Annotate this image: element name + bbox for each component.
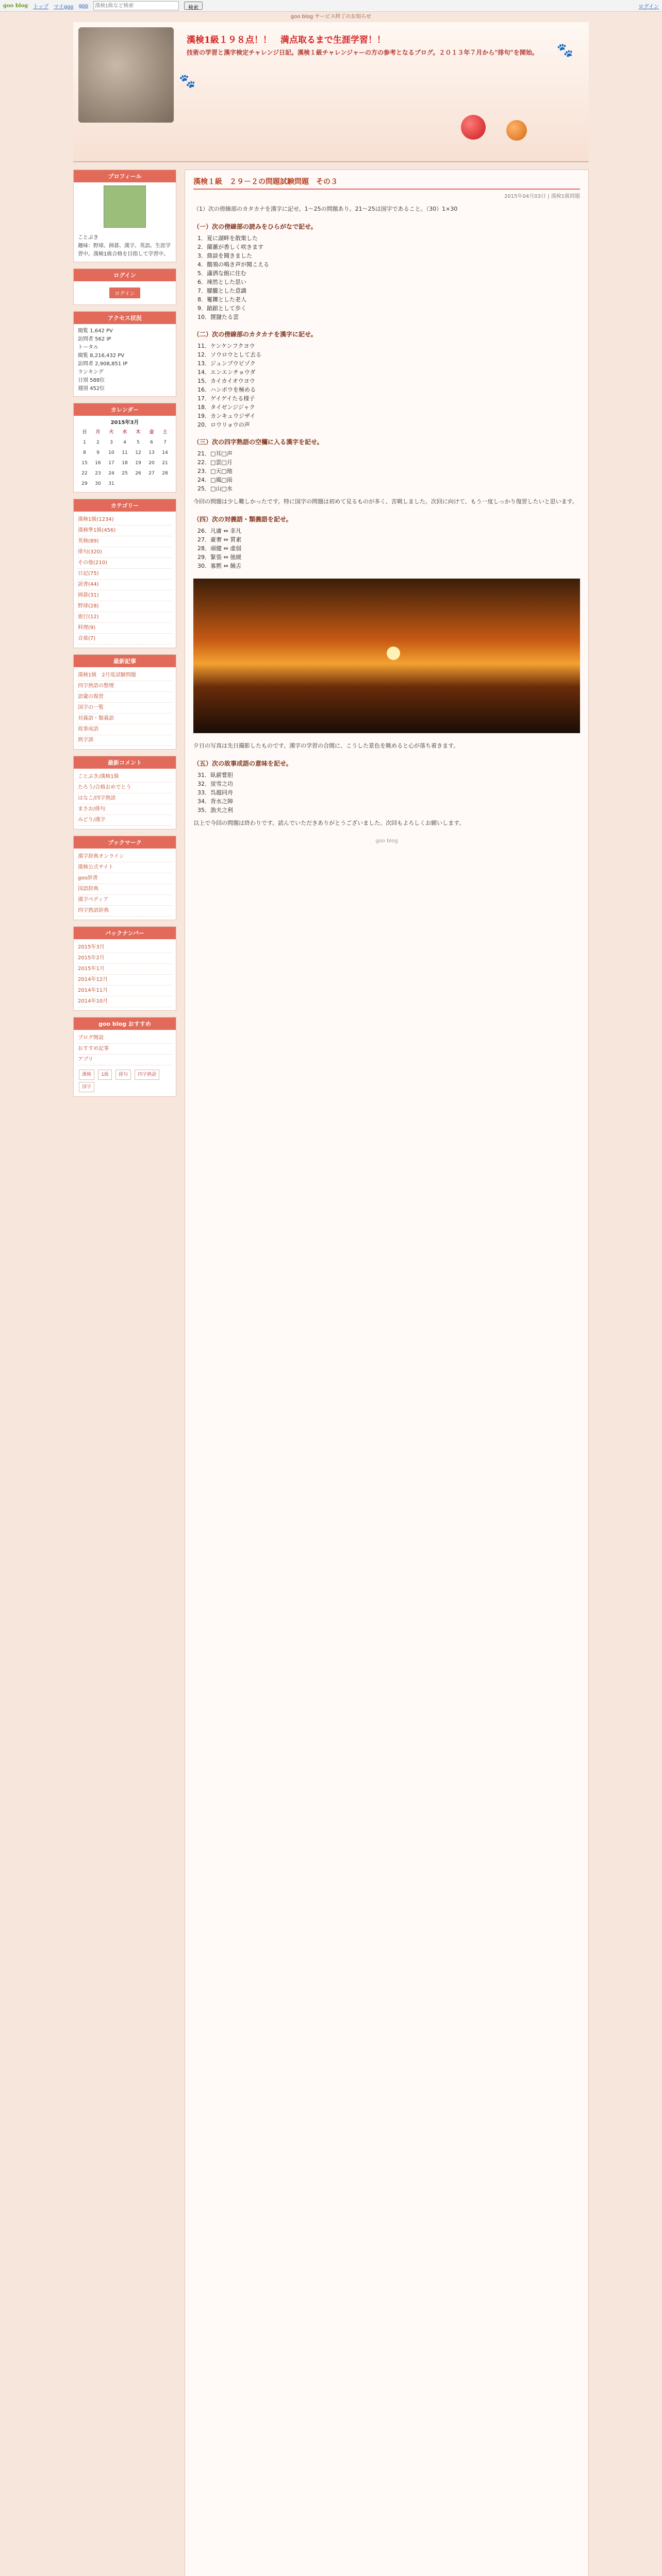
calendar-day[interactable]: 11	[122, 450, 128, 455]
calendar-day[interactable]: 13	[148, 450, 155, 455]
recent-box	[73, 654, 176, 750]
calendar-day[interactable]: 17	[108, 461, 114, 466]
question-item: 7．朦朧とした意識	[197, 287, 246, 294]
backnumber-item[interactable]: 2015年1月	[78, 964, 172, 975]
paw-icon: 🐾	[556, 43, 573, 58]
category-item[interactable]: 読書(44)	[78, 580, 172, 590]
cats-image	[78, 27, 174, 123]
access-row: 週別 452位	[78, 386, 105, 392]
group-title: （三）次の四字熟語の空欄に入る漢字を記せ。	[193, 438, 323, 446]
category-item[interactable]: その他(210)	[78, 558, 172, 569]
bookmarks-heading: ブックマーク	[74, 836, 176, 849]
question-item: 5．瀟洒な館に住む	[197, 270, 246, 277]
access-row: 閲覧 1,642 PV	[78, 328, 113, 334]
question-item: 8．矍鑠とした老人	[197, 296, 246, 303]
tag[interactable]: 漢検	[79, 1070, 94, 1080]
entry-meta: 2015年04月03日 | 漢検1級問題	[504, 194, 580, 199]
question-item: 2．蘭蕙が香しく咲きます	[197, 244, 263, 250]
profile-text: 趣味：野球、囲碁、漢字、英語。生涯学習中。漢検1級合格を目指して学習中。	[78, 243, 171, 257]
calendar-day[interactable]: 24	[108, 471, 114, 476]
top-link-1[interactable]: トップ	[33, 4, 48, 10]
comments-box	[73, 756, 176, 829]
backnumber-item[interactable]: 2014年10月	[78, 996, 172, 1007]
entry-content	[185, 170, 589, 2576]
weekday: 日	[82, 430, 87, 435]
login-heading: ログイン	[74, 269, 176, 281]
question-item: 28．頑健 ⇔ 虚弱	[197, 545, 242, 552]
question-item: 14．エンエンチョウダ	[197, 369, 256, 376]
question-item: 26．凡庸 ⇔ 非凡	[197, 528, 242, 534]
question-item: 21．□耳□声	[197, 450, 233, 457]
calendar-day[interactable]: 8	[83, 450, 86, 455]
category-item[interactable]: 排句(320)	[78, 547, 172, 558]
calendar-day[interactable]: 14	[162, 450, 168, 455]
category-item[interactable]: 音楽(7)	[78, 634, 172, 645]
calendar-day[interactable]: 3	[110, 440, 113, 445]
goo-blog-item[interactable]: アプリ	[78, 1055, 172, 1065]
top-navigation-bar	[0, 0, 662, 12]
weekday: 月	[95, 430, 101, 435]
bookmark-item[interactable]: 漢字辞典オンライン	[78, 852, 172, 862]
question-item: 15．カイカイオウヨウ	[197, 378, 255, 384]
footer: goo blog	[375, 838, 398, 844]
question-item: 34．背水之陣	[197, 798, 233, 805]
calendar-day[interactable]: 9	[96, 450, 100, 455]
bookmark-item[interactable]: goo辞書	[78, 873, 172, 884]
entry-paragraph: 今回の問題は少し難しかったです。特に国字の問題は初めて見るものが多く、苦戦しました。次回に向けて、もう一度しっかり復習したいと思います。	[193, 498, 578, 505]
access-row: 訪問者 562 IP	[78, 336, 111, 342]
calendar-day[interactable]: 30	[95, 481, 101, 486]
goo-blog-item[interactable]: おすすめ記事	[78, 1044, 172, 1055]
bookmark-item[interactable]: 漢字ペディア	[78, 895, 172, 906]
group-title: （四）次の対義語・類義語を記せ。	[193, 516, 292, 523]
calendar-day[interactable]: 15	[81, 461, 88, 466]
question-item: 16．ハンボウを極める	[197, 386, 256, 393]
calendar-day[interactable]: 6	[150, 440, 153, 445]
calendar-day[interactable]: 29	[81, 481, 88, 486]
question-item: 13．ジュンプウビゾク	[197, 360, 256, 367]
question-item: 17．ゲイゲイたる様子	[197, 395, 255, 402]
access-row: ランキング	[78, 369, 104, 375]
bookmarks-box	[73, 836, 176, 920]
comment-item[interactable]: まさお/排句	[78, 804, 172, 815]
tag[interactable]: 排句	[115, 1070, 131, 1080]
calendar-table	[78, 427, 172, 489]
search-button[interactable]: 検索	[184, 2, 203, 10]
question-item: 31．臥薪嘗胆	[197, 772, 233, 778]
calendar-day[interactable]: 7	[163, 440, 167, 445]
blog-description: 技術の学習と漢字検定チャレンジ日記。漢検１級チャレンジャーの方の参考となるブログ。２０１３年７月から"排句"を開始。	[187, 49, 538, 56]
category-item[interactable]: 旅行(12)	[78, 612, 172, 623]
recent-item[interactable]: 語彙の復習	[78, 692, 172, 703]
calendar-day[interactable]: 2	[96, 440, 100, 445]
category-item[interactable]: 囲碁(31)	[78, 590, 172, 601]
calendar-day[interactable]: 26	[135, 471, 141, 476]
question-item: 6．竦然とした思い	[197, 279, 246, 285]
avatar[interactable]	[104, 185, 146, 228]
sunset-photo[interactable]	[193, 579, 580, 733]
bookmark-item[interactable]: 四字熟語辞典	[78, 906, 172, 917]
profile-heading: プロフィール	[74, 170, 176, 182]
recent-heading: 最新記事	[74, 655, 176, 667]
recent-item[interactable]: 熟字訓	[78, 735, 172, 746]
sidebar	[73, 170, 176, 2576]
group-title: （一）次の傍線部の読みをひらがなで記せ。	[193, 223, 317, 230]
category-item[interactable]: 英検(89)	[78, 536, 172, 547]
backnumber-item[interactable]: 2015年2月	[78, 953, 172, 964]
backnumber-item[interactable]: 2014年11月	[78, 986, 172, 996]
calendar-day[interactable]: 18	[122, 461, 128, 466]
calendar-day[interactable]: 1	[83, 440, 86, 445]
top-link-2[interactable]: マイgoo	[53, 4, 74, 10]
question-item: 11．ケンケンフクヨウ	[197, 343, 255, 349]
blog-header	[73, 22, 589, 162]
backnumber-box	[73, 926, 176, 1011]
calendar-day[interactable]: 21	[162, 461, 168, 466]
category-item[interactable]: 日記(75)	[78, 569, 172, 580]
calendar-day[interactable]: 19	[135, 461, 141, 466]
question-item: 9．蹌踉として歩く	[197, 305, 246, 312]
question-item: 30．寡黙 ⇔ 饒舌	[197, 563, 242, 569]
login-link[interactable]: ログイン	[638, 4, 659, 10]
question-item: 27．豪奢 ⇔ 質素	[197, 536, 242, 543]
calendar-heading: カレンダー	[74, 403, 176, 416]
backnumber-heading: バックナンバー	[74, 927, 176, 939]
yarn-ball-icon	[506, 120, 527, 141]
site-notice[interactable]: goo blog サービス終了のお知らせ	[290, 14, 372, 20]
calendar-box	[73, 403, 176, 493]
recent-item[interactable]: 国字の一覧	[78, 703, 172, 714]
question-group-3	[193, 437, 580, 493]
tag[interactable]: 国字	[79, 1082, 94, 1092]
question-item: 24．□風□雨	[197, 477, 233, 483]
entry-intro: （1）次の傍線部のカタカナを漢字に記せ。1～25の問題あり。21～25は国字であること。（30）1×30	[193, 206, 458, 212]
profile-name[interactable]: ことぶき	[78, 235, 98, 241]
backnumber-item[interactable]: 2014年12月	[78, 975, 172, 986]
question-item: 25．□山□水	[197, 485, 233, 492]
bookmark-item[interactable]: 国語辞典	[78, 884, 172, 895]
category-box	[73, 499, 176, 648]
question-group-1	[193, 222, 580, 321]
access-row: 日別 588位	[78, 378, 105, 383]
calendar-day[interactable]: 5	[137, 440, 140, 445]
comment-item[interactable]: たろう/合格おめでとう	[78, 783, 172, 793]
calendar-day[interactable]: 4	[123, 440, 126, 445]
question-item: 3．鼎談を聞きました	[197, 252, 252, 259]
weekday: 水	[122, 430, 127, 435]
recent-item[interactable]: 漢検1級 2月度試験問題	[78, 670, 172, 681]
access-row: 閲覧 8,216,432 PV	[78, 353, 125, 359]
question-item: 1．夏に湖畔を散策した	[197, 235, 258, 242]
calendar-day[interactable]: 22	[81, 471, 88, 476]
weekday: 土	[162, 430, 168, 435]
top-link-3[interactable]: goo	[78, 3, 88, 9]
bookmark-item[interactable]: 漢検公式サイト	[78, 862, 172, 873]
comment-item[interactable]: ことぶき/漢検1級	[78, 772, 172, 783]
question-item: 20．ロウリョウの声	[197, 421, 250, 428]
question-item: 32．蛍雪之功	[197, 781, 233, 787]
tag[interactable]: 1級	[98, 1070, 112, 1080]
login-button[interactable]: ログイン	[109, 287, 140, 298]
calendar-day[interactable]: 10	[108, 450, 114, 455]
login-box	[73, 268, 176, 305]
access-heading: アクセス状況	[74, 312, 176, 324]
access-box	[73, 311, 176, 397]
weekday: 火	[109, 430, 114, 435]
question-item: 29．緊張 ⇔ 弛緩	[197, 554, 242, 561]
recent-item[interactable]: 故事成語	[78, 724, 172, 735]
question-item: 12．ソウロウとして去る	[197, 351, 261, 358]
access-row: トータル	[78, 345, 98, 350]
category-item[interactable]: 野球(28)	[78, 601, 172, 612]
category-item[interactable]: 料理(9)	[78, 623, 172, 634]
comment-item[interactable]: はなこ/四字熟語	[78, 793, 172, 804]
question-item: 33．呉越同舟	[197, 789, 233, 796]
category-heading: カテゴリー	[74, 499, 176, 512]
question-item: 4．鶺鴒の鳴き声が聞こえる	[197, 261, 269, 268]
calendar-day[interactable]: 25	[122, 471, 128, 476]
category-item[interactable]: 漢検1級(1234)	[78, 515, 172, 526]
backnumber-item[interactable]: 2015年3月	[78, 942, 172, 953]
goo-blog-box	[73, 1017, 176, 1097]
recent-item[interactable]: 四字熟語の整理	[78, 681, 172, 692]
calendar-day[interactable]: 28	[162, 471, 168, 476]
question-group-2	[193, 330, 580, 429]
question-item: 18．タイゼンジジャク	[197, 404, 255, 411]
entry-title[interactable]: 漢検１級 ２９－２の問題試験問題 その３	[193, 176, 580, 190]
recent-item[interactable]: 対義語・類義語	[78, 714, 172, 724]
search-input[interactable]	[93, 1, 179, 10]
weekday: 木	[136, 430, 141, 435]
comment-item[interactable]: みどり/漢字	[78, 815, 172, 826]
weekday: 金	[149, 430, 154, 435]
group-title: （二）次の傍線部のカタカナを漢字に記せ。	[193, 331, 317, 338]
group-title: （五）次の故事成語の意味を記せ。	[193, 760, 292, 767]
yarn-ball-icon	[461, 115, 486, 140]
calendar-day[interactable]: 23	[95, 471, 101, 476]
goo-logo[interactable]: goo blog	[3, 3, 28, 9]
comments-heading: 最新コメント	[74, 756, 176, 769]
question-group-5	[193, 759, 580, 815]
calendar-month: 2015年3月	[110, 420, 139, 426]
tag[interactable]: 四字熟語	[135, 1070, 159, 1080]
profile-box	[73, 170, 176, 262]
calendar-day[interactable]: 16	[95, 461, 101, 466]
entry-paragraph: 夕日の写真は先日撮影したものです。漢字の学習の合間に、こうした景色を眺めると心が落ち着きます。	[193, 742, 459, 749]
calendar-day[interactable]: 31	[108, 481, 114, 486]
calendar-day[interactable]: 12	[135, 450, 141, 455]
question-group-4	[193, 515, 580, 570]
calendar-day[interactable]: 20	[148, 461, 155, 466]
category-item[interactable]: 漢検準1級(456)	[78, 526, 172, 536]
paw-icon: 🐾	[179, 74, 196, 89]
entry-paragraph: 以上で今回の問題は終わりです。読んでいただきありがとうございました。次回もよろしくお願いします。	[193, 820, 465, 826]
question-item: 19．カンキュウジザイ	[197, 413, 256, 419]
blog-title[interactable]: 漢検1級１９８点！！ 満点取るまで生涯学習！！	[187, 35, 386, 45]
goo-blog-heading: goo blog おすすめ	[74, 1018, 176, 1030]
question-item: 23．□天□地	[197, 468, 233, 474]
question-item: 10．靉靆たる雲	[197, 314, 239, 320]
question-item: 22．□雲□月	[197, 459, 233, 466]
sun-shape	[387, 647, 400, 660]
access-row: 訪問者 2,908,851 IP	[78, 361, 128, 367]
question-item: 35．漁夫之利	[197, 807, 233, 814]
calendar-day[interactable]: 27	[148, 471, 155, 476]
goo-blog-item[interactable]: ブログ開設	[78, 1033, 172, 1044]
